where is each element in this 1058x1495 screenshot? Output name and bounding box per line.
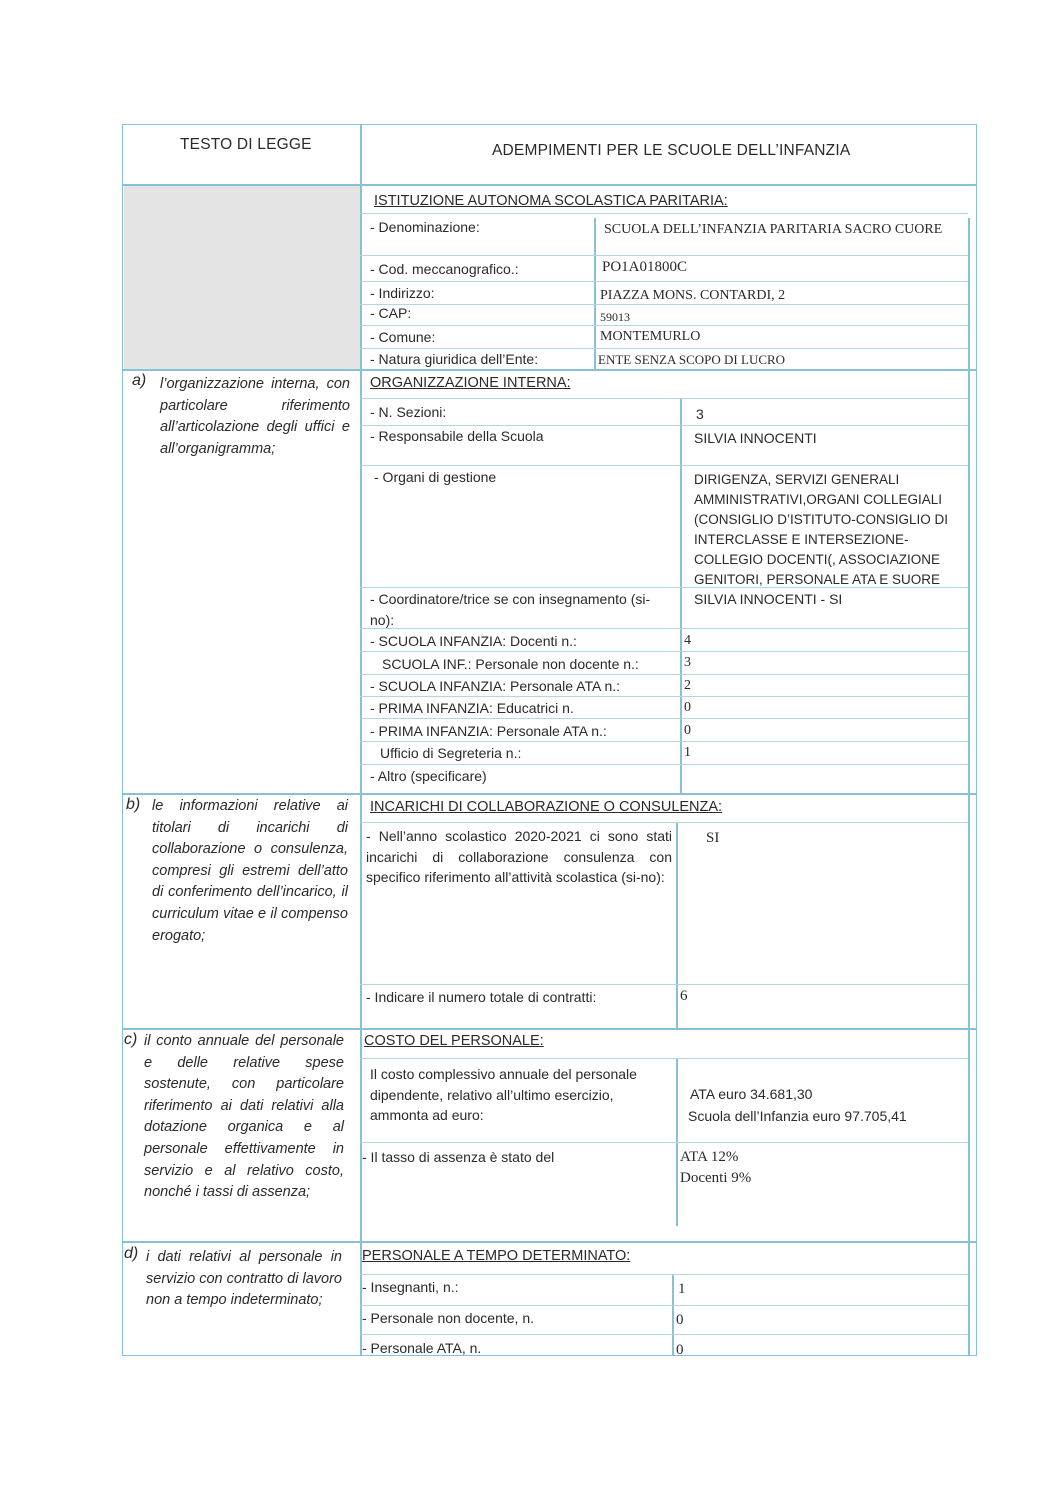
row-rule	[360, 984, 968, 985]
field-label: - Comune:	[370, 329, 436, 345]
section-title-istituzione: ISTITUZIONE AUTONOMA SCOLASTICA PARITARIA:	[374, 193, 728, 209]
field-value: DIRIGENZA, SERVIZI GENERALI AMMINISTRATIVI,ORGANI COLLEGIALI (CONSIGLIO D’ISTITUTO-CONSIGLIO DI INTERCLASSE E INTERSEZIONE-COLLEGIO DOCENTI(, ASSOCIAZIONE GENITORI, PERSONALE ATA E SUORE	[694, 472, 949, 587]
field-value: ENTE SENZA SCOPO DI LUCRO	[598, 352, 786, 367]
row-rule	[360, 1274, 968, 1275]
section-c-law-text: il conto annuale del personale e delle relative spese sostenute, con particolare riferimento ai dati relativi alla dotazione organica e al personale effettivamente in servizio e al relativo costo, nonché i tassi di assenza;	[144, 1033, 344, 1201]
column-divider-value-b	[676, 822, 678, 1028]
field-value: PIAZZA MONS. CONTARDI, 2	[600, 288, 786, 303]
row-rule	[360, 255, 968, 256]
column-divider-left	[360, 124, 362, 1356]
row-rule	[360, 1058, 968, 1059]
row-rule	[360, 718, 968, 719]
column-divider-value-mid	[680, 398, 682, 794]
section-b-marker: b)	[126, 796, 141, 813]
field-label: - CAP:	[370, 305, 412, 321]
section-a-marker: a)	[132, 372, 147, 389]
row-rule	[360, 696, 968, 697]
section-d-law-text: i dati relativi al personale in servizio con contratto di lavoro non a tempo indeterminato;	[146, 1249, 342, 1309]
field-value: 6	[680, 988, 688, 1004]
row-rule	[360, 325, 968, 326]
field-label: - Il tasso di assenza è stato del	[362, 1149, 555, 1165]
field-value: SI	[706, 830, 720, 846]
column-divider-value-d	[672, 1274, 674, 1356]
field-label: - PRIMA INFANZIA: Personale ATA n.:	[370, 723, 607, 739]
row-rule	[360, 398, 968, 399]
row-rule	[360, 213, 968, 214]
header-requirements: ADEMPIMENTI PER LE SCUOLE DELL’INFANZIA	[492, 142, 851, 159]
section-title-costo: COSTO DEL PERSONALE:	[364, 1033, 544, 1049]
field-value: PO1A01800C	[602, 259, 688, 275]
section-d-marker: d)	[124, 1245, 139, 1262]
row-rule	[360, 304, 968, 305]
row-rule	[360, 281, 968, 282]
row-rule	[360, 348, 968, 349]
field-value: 0	[676, 1312, 684, 1328]
row-rule	[360, 1305, 968, 1306]
field-value: SILVIA INNOCENTI	[694, 430, 817, 446]
field-value: Scuola dell’Infanzia euro 97.705,41	[688, 1108, 907, 1124]
row-rule	[360, 1142, 968, 1143]
header-law-text: TESTO DI LEGGE	[180, 136, 312, 153]
section-a-law-text: l’organizzazione interna, con particolare riferimento all’articolazione degli uffici e all’organigramma;	[160, 376, 350, 457]
field-value: 4	[684, 633, 691, 648]
field-value: 1	[678, 1281, 686, 1297]
section-b-law-text: le informazioni relative ai titolari di incarichi di collaborazione o consulenza, compresi gli estremi dell’atto di conferimento dell’incarico, il curriculum vitae e il compenso erogato;	[152, 798, 348, 944]
field-label: - Coordinatore/trice se con insegnamento (si-no):	[370, 591, 651, 628]
field-label: - Responsabile della Scuola	[370, 428, 544, 444]
field-value: 3	[696, 406, 704, 422]
field-value: 0	[676, 1342, 684, 1358]
field-label: SCUOLA INF.: Personale non docente n.:	[382, 656, 639, 672]
field-label: - Nell’anno scolastico 2020-2021 ci sono stati incarichi di collaborazione consulenza con specifico riferimento all’attività scolastica (si-no):	[366, 828, 672, 885]
field-label: - Indirizzo:	[370, 285, 435, 301]
field-label: - PRIMA INFANZIA: Educatrici n.	[370, 700, 574, 716]
section-a-rule	[122, 369, 977, 371]
field-value: 1	[684, 745, 691, 760]
row-rule	[360, 651, 968, 652]
field-value: Docenti 9%	[680, 1170, 752, 1186]
row-rule	[360, 822, 968, 823]
field-label: - Natura giuridica dell’Ente:	[370, 351, 539, 367]
field-label: Ufficio di Segreteria n.:	[380, 745, 522, 761]
field-label: - Denominazione:	[370, 219, 480, 235]
row-rule	[360, 741, 968, 742]
field-label: - Insegnanti, n.:	[362, 1279, 459, 1295]
field-value: ATA euro 34.681,30	[690, 1086, 813, 1102]
field-value: ATA 12%	[680, 1149, 739, 1165]
section-title-organizzazione: ORGANIZZAZIONE INTERNA:	[370, 375, 571, 391]
row-rule	[360, 425, 968, 426]
column-divider-right-inner	[968, 218, 970, 1356]
field-value: 0	[684, 700, 691, 715]
header-rule	[122, 184, 977, 186]
section-b-rule	[122, 793, 977, 795]
field-label: - Personale non docente, n.	[362, 1310, 535, 1326]
row-rule	[360, 674, 968, 675]
field-label: Il costo complessivo annuale del personale dipendente, relativo all’ultimo esercizio, ammonta ad euro:	[370, 1066, 637, 1123]
field-label: - SCUOLA INFANZIA: Docenti n.:	[370, 633, 577, 649]
field-label: - Cod. meccanografico.:	[370, 261, 519, 277]
field-value: 2	[684, 678, 691, 693]
field-value: SILVIA INNOCENTI - SI	[694, 591, 843, 607]
field-label: - N. Sezioni:	[370, 404, 447, 420]
field-label: - Personale ATA, n.	[362, 1340, 482, 1356]
field-value: MONTEMURLO	[600, 329, 701, 344]
field-label: - Organi di gestione	[374, 469, 497, 485]
row-rule	[360, 1334, 968, 1335]
field-value: SCUOLA DELL’INFANZIA PARITARIA SACRO CUORE	[604, 222, 943, 237]
field-label: - SCUOLA INFANZIA: Personale ATA n.:	[370, 678, 621, 694]
field-value: 0	[684, 723, 691, 738]
section-d-rule	[122, 1241, 977, 1243]
field-label: - Altro (specificare)	[370, 768, 487, 784]
field-value: 59013	[600, 310, 630, 324]
field-value: 3	[684, 655, 691, 670]
row-rule	[360, 465, 968, 466]
row-rule	[360, 764, 968, 765]
section-title-tempo-determinato: PERSONALE A TEMPO DETERMINATO:	[362, 1248, 631, 1264]
section-c-rule	[122, 1028, 977, 1030]
section-title-incarichi: INCARICHI DI COLLABORAZIONE O CONSULENZA:	[370, 799, 723, 815]
field-label: - Indicare il numero totale di contratti:	[366, 989, 597, 1005]
section-c-marker: c)	[124, 1031, 138, 1048]
